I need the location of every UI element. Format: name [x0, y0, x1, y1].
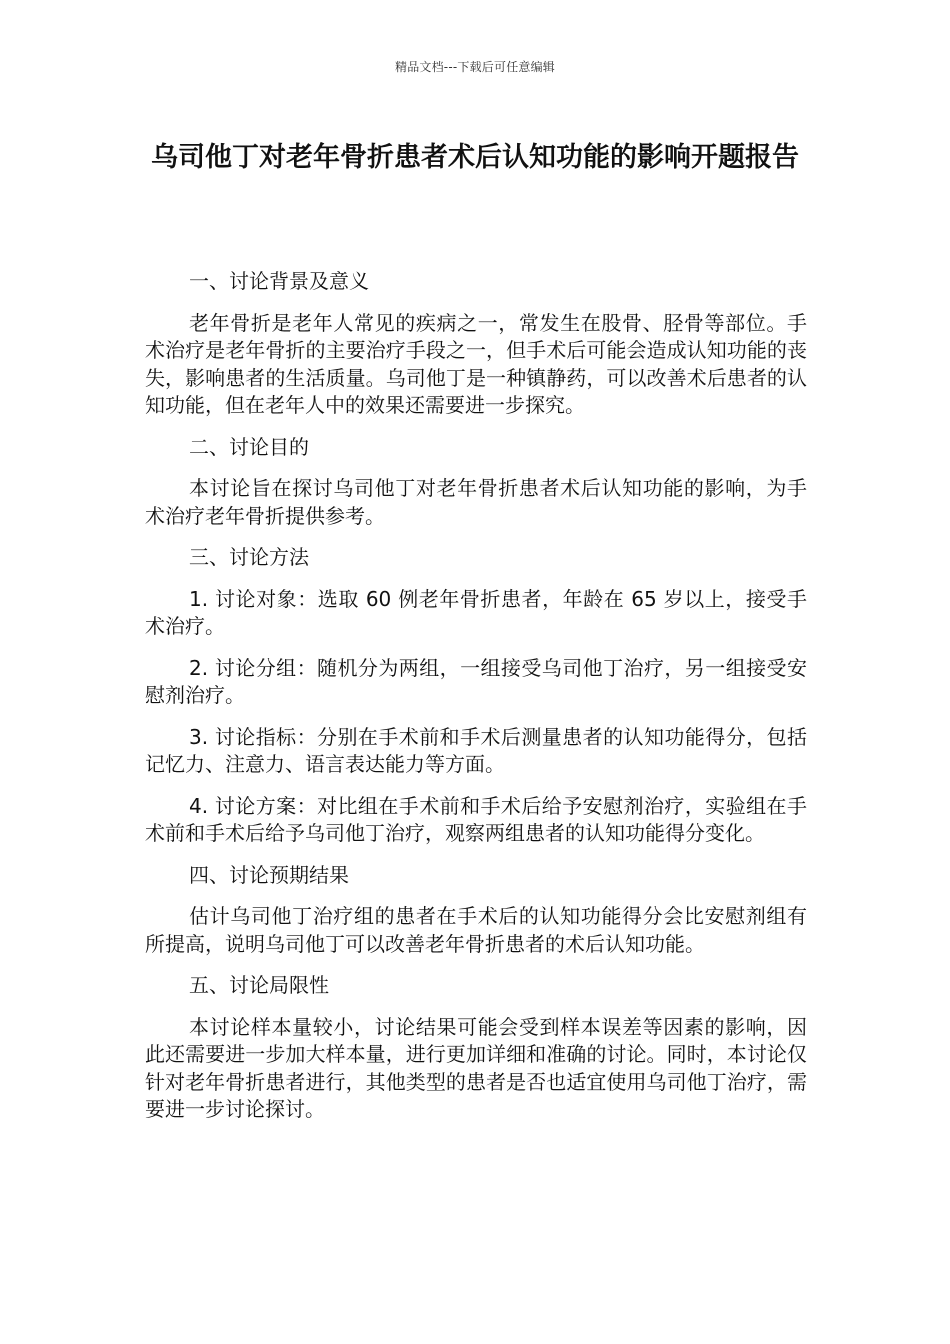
paragraph-method-indicators: 3. 讨论指标：分别在手术前和手术后测量患者的认知功能得分，包括记忆力、注意力、语言表达能力等方面。	[145, 724, 807, 776]
paragraph-background: 老年骨折是老年人常见的疾病之一，常发生在股骨、胫骨等部位。手术治疗是老年骨折的主要治疗手段之一，但手术后可能会造成认知功能的丧失，影响患者的生活质量。乌司他丁是一种镇静药，可以改善术后患者的认知功能，但在老年人中的效果还需要进一步探究。	[145, 310, 807, 417]
paragraph-limitations: 本讨论样本量较小，讨论结果可能会受到样本误差等因素的影响，因此还需要进一步加大样本量，进行更加详细和准确的讨论。同时，本讨论仅针对老年骨折患者进行，其他类型的患者是否也适宜使用乌司他丁治疗，需要进一步讨论探讨。	[145, 1014, 807, 1121]
document-title: 乌司他丁对老年骨折患者术后认知功能的影响开题报告	[151, 142, 799, 173]
paragraph-method-subjects: 1. 讨论对象：选取 60 例老年骨折患者，年龄在 65 岁以上，接受手术治疗。	[145, 586, 807, 638]
paragraph-method-plan: 4. 讨论方案：对比组在手术前和手术后给予安慰剂治疗，实验组在手术前和手术后给予乌司他丁治疗，观察两组患者的认知功能得分变化。	[145, 793, 807, 845]
paragraph-purpose: 本讨论旨在探讨乌司他丁对老年骨折患者术后认知功能的影响，为手术治疗老年骨折提供参考。	[145, 476, 807, 528]
paragraph-method-grouping: 2. 讨论分组：随机分为两组，一组接受乌司他丁治疗，另一组接受安慰剂治疗。	[145, 655, 807, 707]
section-heading-methods: 三、讨论方法	[189, 545, 309, 569]
header-note: 精品文档---下载后可任意编辑	[395, 60, 555, 74]
section-heading-background: 一、讨论背景及意义	[189, 269, 369, 293]
section-heading-purpose: 二、讨论目的	[189, 434, 309, 459]
section-heading-limitations: 五、讨论局限性	[189, 973, 329, 997]
document-body	[145, 268, 807, 1138]
paragraph-expected-results: 估计乌司他丁治疗组的患者在手术后的认知功能得分会比安慰剂组有所提高，说明乌司他丁可以改善老年骨折患者的术后认知功能。	[145, 904, 807, 956]
section-heading-expected-results: 四、讨论预期结果	[189, 862, 349, 887]
